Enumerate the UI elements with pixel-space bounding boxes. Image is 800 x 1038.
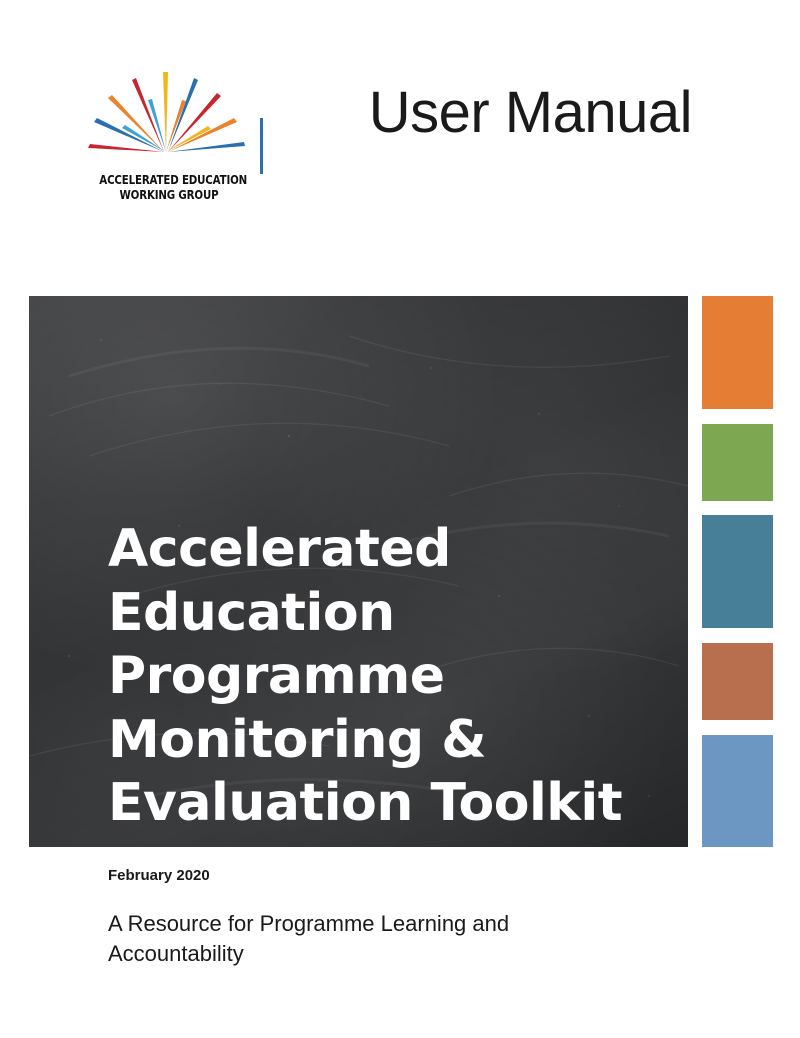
logo-ray	[148, 99, 166, 152]
publication-date: February 2020	[108, 867, 210, 884]
subtitle-line: A Resource for Programme Learning and	[108, 911, 510, 936]
cover-subtitle	[108, 909, 628, 969]
toolkit-title-line: Evaluation Toolkit	[108, 773, 623, 833]
logo-ray	[168, 142, 245, 152]
logo-text-line: ACCELERATED EDUCATION	[99, 172, 248, 187]
logo-ray	[166, 100, 186, 152]
logo-wordmark	[99, 172, 248, 202]
logo-ray	[108, 95, 164, 152]
toolkit-title-line: Monitoring &	[108, 709, 487, 770]
color-block-green	[702, 424, 773, 501]
color-block-rust	[702, 643, 773, 720]
toolkit-title-line: Accelerated	[108, 519, 451, 579]
color-block-teal	[702, 515, 773, 628]
chalkboard-cover	[29, 296, 688, 847]
logo-ray	[163, 72, 168, 152]
aewg-logo	[84, 70, 274, 210]
manual-title: User Manual	[368, 80, 692, 145]
radiating-book-rays-icon	[84, 70, 254, 160]
toolkit-title	[108, 518, 668, 836]
logo-ray	[88, 144, 164, 152]
logo-divider	[260, 118, 263, 174]
logo-text-line: WORKING GROUP	[119, 187, 219, 202]
color-block-blue	[702, 735, 773, 847]
color-block-orange	[702, 296, 773, 409]
toolkit-title-line: Programme	[108, 646, 445, 706]
toolkit-title-line: Education	[108, 582, 395, 643]
subtitle-line: Accountability	[108, 941, 244, 966]
